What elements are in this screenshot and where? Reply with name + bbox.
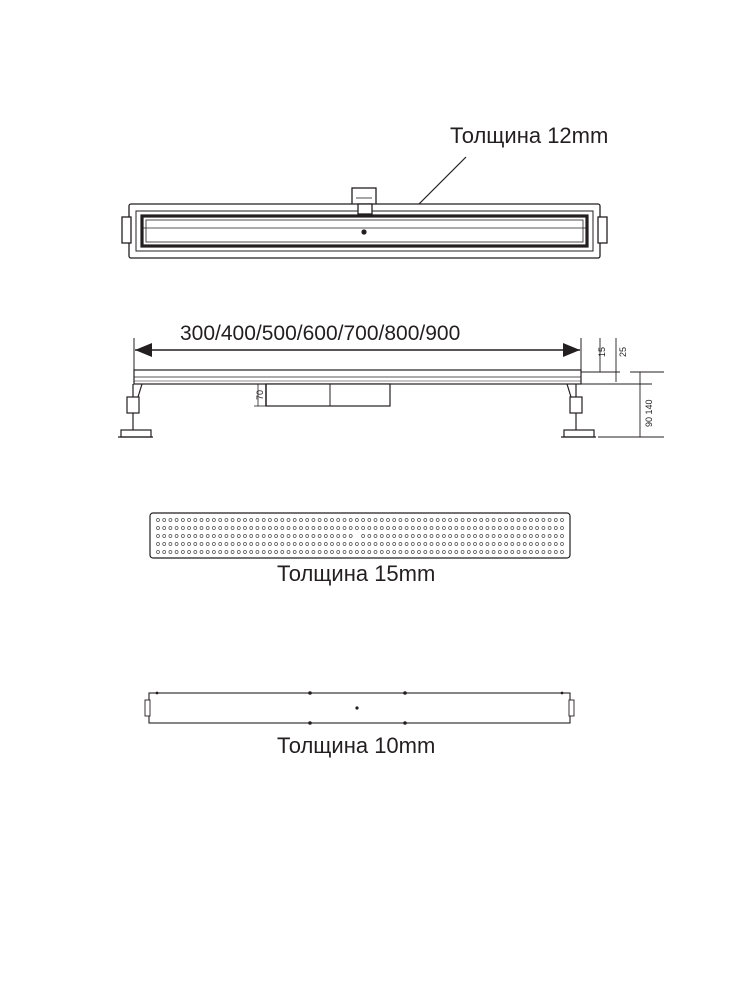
dim-90-140-label: 90 140: [644, 399, 654, 427]
outlet-stub: [352, 188, 376, 206]
outlet-cap: [358, 204, 372, 214]
length-dimension-label: 300/400/500/600/700/800/900: [180, 322, 461, 345]
leveling-leg-left: [118, 384, 153, 437]
grate-lift-hole: [361, 229, 366, 234]
length-arrow-left: [135, 343, 152, 357]
flat-grate-10mm: [145, 691, 574, 725]
leveling-leg-right: [561, 384, 596, 437]
grate-12mm-label: Толщина 12mm: [450, 123, 609, 148]
perforated-grate-15mm: [150, 513, 570, 558]
drain-top-view: [122, 157, 607, 258]
dim-70-label: 70: [255, 389, 265, 400]
end-bracket-left: [122, 217, 131, 243]
dim-15-label: 15: [597, 346, 607, 357]
grate-15mm-label: Толщина 15mm: [277, 561, 436, 586]
flat-grate-outline: [149, 693, 570, 723]
length-arrow-right: [563, 343, 580, 357]
dim-25-label: 25: [618, 346, 628, 357]
drain-outlet-body: [266, 384, 390, 406]
drain-side-view: [118, 338, 664, 437]
flat-grate-lift-hole: [355, 706, 358, 709]
grate-10mm-label: Толщина 10mm: [277, 733, 436, 758]
end-bracket-right: [598, 217, 607, 243]
